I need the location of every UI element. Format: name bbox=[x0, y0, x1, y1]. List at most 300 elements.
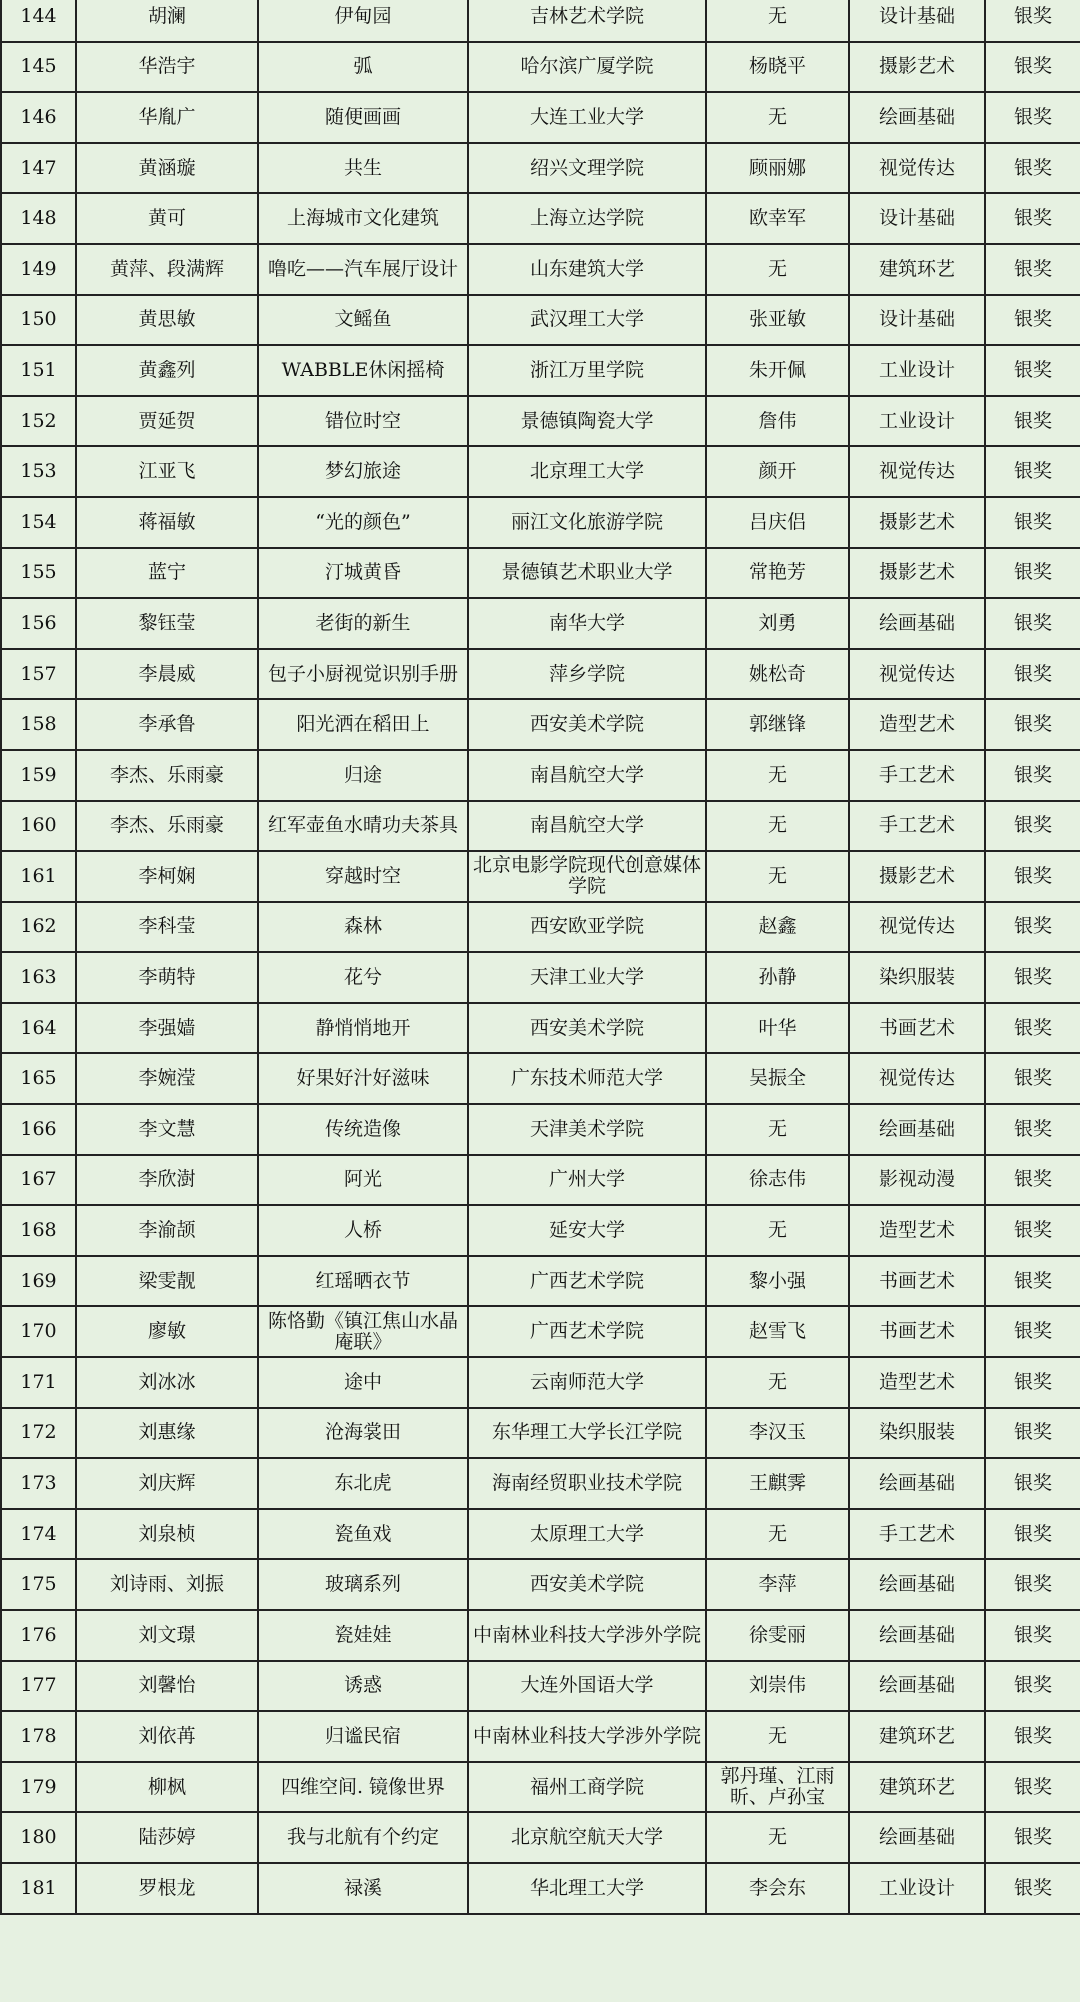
award-cell: 银奖 bbox=[985, 1610, 1080, 1661]
category-cell: 视觉传达 bbox=[849, 1053, 985, 1104]
table-row bbox=[1, 1610, 1080, 1661]
school-cell: 南昌航空大学 bbox=[468, 750, 706, 801]
work-title-cell: 瓷鱼戏 bbox=[258, 1509, 468, 1560]
table-row bbox=[1, 1812, 1080, 1863]
table-row bbox=[1, 193, 1080, 244]
advisor-cell: 无 bbox=[706, 1104, 849, 1155]
work-title-cell: 沧海裳田 bbox=[258, 1408, 468, 1459]
work-title-cell: 诱惑 bbox=[258, 1661, 468, 1712]
award-cell: 银奖 bbox=[985, 345, 1080, 396]
category-cell: 绘画基础 bbox=[849, 1661, 985, 1712]
award-cell: 银奖 bbox=[985, 1762, 1080, 1813]
advisor-cell: 无 bbox=[706, 851, 849, 902]
advisor-cell: 无 bbox=[706, 1357, 849, 1408]
table-row bbox=[1, 1711, 1080, 1762]
category-cell: 工业设计 bbox=[849, 1863, 985, 1914]
table-row bbox=[1, 295, 1080, 346]
category-cell: 绘画基础 bbox=[849, 1559, 985, 1610]
row-number-cell: 159 bbox=[1, 750, 76, 801]
author-cell: 刘馨怡 bbox=[76, 1661, 258, 1712]
category-cell: 视觉传达 bbox=[849, 446, 985, 497]
category-cell: 视觉传达 bbox=[849, 649, 985, 700]
advisor-cell: 詹伟 bbox=[706, 396, 849, 447]
category-cell: 书画艺术 bbox=[849, 1306, 985, 1357]
row-number-cell: 144 bbox=[1, 0, 76, 42]
award-cell: 银奖 bbox=[985, 1155, 1080, 1206]
advisor-cell: 徐雯丽 bbox=[706, 1610, 849, 1661]
table-body bbox=[1, 0, 1080, 1914]
author-cell: 蒋福敏 bbox=[76, 497, 258, 548]
author-cell: 刘诗雨、刘振 bbox=[76, 1559, 258, 1610]
table-row bbox=[1, 446, 1080, 497]
work-title-cell: 传统造像 bbox=[258, 1104, 468, 1155]
author-cell: 江亚飞 bbox=[76, 446, 258, 497]
table-row bbox=[1, 801, 1080, 852]
school-cell: 绍兴文理学院 bbox=[468, 143, 706, 194]
school-cell: 北京航空航天大学 bbox=[468, 1812, 706, 1863]
award-cell: 银奖 bbox=[985, 1863, 1080, 1914]
row-number-cell: 169 bbox=[1, 1256, 76, 1307]
award-cell: 银奖 bbox=[985, 699, 1080, 750]
work-title-cell: 上海城市文化建筑 bbox=[258, 193, 468, 244]
school-cell: 中南林业科技大学涉外学院 bbox=[468, 1711, 706, 1762]
school-cell: 福州工商学院 bbox=[468, 1762, 706, 1813]
author-cell: 李柯娴 bbox=[76, 851, 258, 902]
school-cell: 天津工业大学 bbox=[468, 952, 706, 1003]
category-cell: 摄影艺术 bbox=[849, 548, 985, 599]
advisor-cell: 郭丹瑾、江雨昕、卢孙宝 bbox=[706, 1762, 849, 1813]
row-number-cell: 168 bbox=[1, 1205, 76, 1256]
category-cell: 造型艺术 bbox=[849, 699, 985, 750]
row-number-cell: 161 bbox=[1, 851, 76, 902]
category-cell: 手工艺术 bbox=[849, 801, 985, 852]
work-title-cell: 瓷娃娃 bbox=[258, 1610, 468, 1661]
row-number-cell: 174 bbox=[1, 1509, 76, 1560]
work-title-cell: 归途 bbox=[258, 750, 468, 801]
row-number-cell: 170 bbox=[1, 1306, 76, 1357]
work-title-cell: 花兮 bbox=[258, 952, 468, 1003]
author-cell: 李婉滢 bbox=[76, 1053, 258, 1104]
row-number-cell: 171 bbox=[1, 1357, 76, 1408]
category-cell: 绘画基础 bbox=[849, 598, 985, 649]
row-number-cell: 179 bbox=[1, 1762, 76, 1813]
school-cell: 哈尔滨广厦学院 bbox=[468, 42, 706, 93]
work-title-cell: 我与北航有个约定 bbox=[258, 1812, 468, 1863]
author-cell: 李晨威 bbox=[76, 649, 258, 700]
school-cell: 东华理工大学长江学院 bbox=[468, 1408, 706, 1459]
row-number-cell: 177 bbox=[1, 1661, 76, 1712]
advisor-cell: 赵鑫 bbox=[706, 902, 849, 953]
work-title-cell: 穿越时空 bbox=[258, 851, 468, 902]
award-cell: 银奖 bbox=[985, 92, 1080, 143]
school-cell: 西安欧亚学院 bbox=[468, 902, 706, 953]
row-number-cell: 166 bbox=[1, 1104, 76, 1155]
row-number-cell: 158 bbox=[1, 699, 76, 750]
category-cell: 染织服装 bbox=[849, 1408, 985, 1459]
author-cell: 李强嫱 bbox=[76, 1003, 258, 1054]
award-cell: 银奖 bbox=[985, 1711, 1080, 1762]
award-cell: 银奖 bbox=[985, 1661, 1080, 1712]
author-cell: 华胤广 bbox=[76, 92, 258, 143]
advisor-cell: 颜开 bbox=[706, 446, 849, 497]
school-cell: 广东技术师范大学 bbox=[468, 1053, 706, 1104]
author-cell: 李文慧 bbox=[76, 1104, 258, 1155]
row-number-cell: 181 bbox=[1, 1863, 76, 1914]
work-title-cell: 玻璃系列 bbox=[258, 1559, 468, 1610]
advisor-cell: 无 bbox=[706, 1711, 849, 1762]
award-cell: 银奖 bbox=[985, 851, 1080, 902]
row-number-cell: 147 bbox=[1, 143, 76, 194]
category-cell: 设计基础 bbox=[849, 193, 985, 244]
advisor-cell: 无 bbox=[706, 244, 849, 295]
table-row bbox=[1, 952, 1080, 1003]
author-cell: 刘庆辉 bbox=[76, 1458, 258, 1509]
award-cell: 银奖 bbox=[985, 244, 1080, 295]
school-cell: 延安大学 bbox=[468, 1205, 706, 1256]
work-title-cell: 包子小厨视觉识别手册 bbox=[258, 649, 468, 700]
table-row bbox=[1, 649, 1080, 700]
category-cell: 工业设计 bbox=[849, 345, 985, 396]
award-cell: 银奖 bbox=[985, 1509, 1080, 1560]
work-title-cell: 文鳐鱼 bbox=[258, 295, 468, 346]
author-cell: 李渝颉 bbox=[76, 1205, 258, 1256]
work-title-cell: 森林 bbox=[258, 902, 468, 953]
school-cell: 海南经贸职业技术学院 bbox=[468, 1458, 706, 1509]
table-row bbox=[1, 497, 1080, 548]
school-cell: 天津美术学院 bbox=[468, 1104, 706, 1155]
school-cell: 云南师范大学 bbox=[468, 1357, 706, 1408]
table-row bbox=[1, 902, 1080, 953]
author-cell: 刘冰冰 bbox=[76, 1357, 258, 1408]
table-row bbox=[1, 143, 1080, 194]
advisor-cell: 无 bbox=[706, 1509, 849, 1560]
school-cell: 大连外国语大学 bbox=[468, 1661, 706, 1712]
advisor-cell: 吕庆侣 bbox=[706, 497, 849, 548]
author-cell: 华浩宇 bbox=[76, 42, 258, 93]
work-title-cell: 随便画画 bbox=[258, 92, 468, 143]
table-row bbox=[1, 851, 1080, 902]
advisor-cell: 徐志伟 bbox=[706, 1155, 849, 1206]
work-title-cell: 阳光洒在稻田上 bbox=[258, 699, 468, 750]
row-number-cell: 157 bbox=[1, 649, 76, 700]
school-cell: 广西艺术学院 bbox=[468, 1256, 706, 1307]
author-cell: 廖敏 bbox=[76, 1306, 258, 1357]
advisor-cell: 孙静 bbox=[706, 952, 849, 1003]
award-cell: 银奖 bbox=[985, 497, 1080, 548]
work-title-cell: 陈恪勤《镇江焦山水晶庵联》 bbox=[258, 1306, 468, 1357]
school-cell: 华北理工大学 bbox=[468, 1863, 706, 1914]
school-cell: 山东建筑大学 bbox=[468, 244, 706, 295]
category-cell: 视觉传达 bbox=[849, 143, 985, 194]
table-row bbox=[1, 1155, 1080, 1206]
row-number-cell: 152 bbox=[1, 396, 76, 447]
school-cell: 景德镇艺术职业大学 bbox=[468, 548, 706, 599]
school-cell: 吉林艺术学院 bbox=[468, 0, 706, 42]
author-cell: 黄涵璇 bbox=[76, 143, 258, 194]
table-row bbox=[1, 548, 1080, 599]
table-row bbox=[1, 42, 1080, 93]
advisor-cell: 张亚敏 bbox=[706, 295, 849, 346]
author-cell: 黄思敏 bbox=[76, 295, 258, 346]
row-number-cell: 149 bbox=[1, 244, 76, 295]
advisor-cell: 李汉玉 bbox=[706, 1408, 849, 1459]
table-row bbox=[1, 244, 1080, 295]
school-cell: 西安美术学院 bbox=[468, 1003, 706, 1054]
award-cell: 银奖 bbox=[985, 42, 1080, 93]
category-cell: 摄影艺术 bbox=[849, 497, 985, 548]
table-row bbox=[1, 396, 1080, 447]
table-row bbox=[1, 1357, 1080, 1408]
work-title-cell: 噜吃——汽车展厅设计 bbox=[258, 244, 468, 295]
school-cell: 广西艺术学院 bbox=[468, 1306, 706, 1357]
advisor-cell: 无 bbox=[706, 1205, 849, 1256]
table-row bbox=[1, 1661, 1080, 1712]
advisor-cell: 杨晓平 bbox=[706, 42, 849, 93]
work-title-cell: WABBLE休闲摇椅 bbox=[258, 345, 468, 396]
table-row bbox=[1, 0, 1080, 42]
award-cell: 银奖 bbox=[985, 1408, 1080, 1459]
work-title-cell: 共生 bbox=[258, 143, 468, 194]
author-cell: 罗根龙 bbox=[76, 1863, 258, 1914]
school-cell: 萍乡学院 bbox=[468, 649, 706, 700]
author-cell: 李承鲁 bbox=[76, 699, 258, 750]
author-cell: 李科莹 bbox=[76, 902, 258, 953]
author-cell: 黄可 bbox=[76, 193, 258, 244]
author-cell: 陆莎婷 bbox=[76, 1812, 258, 1863]
work-title-cell: 禄溪 bbox=[258, 1863, 468, 1914]
table-row bbox=[1, 1509, 1080, 1560]
advisor-cell: 顾丽娜 bbox=[706, 143, 849, 194]
row-number-cell: 173 bbox=[1, 1458, 76, 1509]
school-cell: 武汉理工大学 bbox=[468, 295, 706, 346]
row-number-cell: 178 bbox=[1, 1711, 76, 1762]
advisor-cell: 吴振全 bbox=[706, 1053, 849, 1104]
category-cell: 建筑环艺 bbox=[849, 1711, 985, 1762]
row-number-cell: 154 bbox=[1, 497, 76, 548]
table-row bbox=[1, 1053, 1080, 1104]
work-title-cell: 梦幻旅途 bbox=[258, 446, 468, 497]
award-cell: 银奖 bbox=[985, 750, 1080, 801]
work-title-cell: 伊甸园 bbox=[258, 0, 468, 42]
table-row bbox=[1, 1306, 1080, 1357]
advisor-cell: 赵雪飞 bbox=[706, 1306, 849, 1357]
award-cell: 银奖 bbox=[985, 548, 1080, 599]
school-cell: 大连工业大学 bbox=[468, 92, 706, 143]
row-number-cell: 162 bbox=[1, 902, 76, 953]
author-cell: 李萌特 bbox=[76, 952, 258, 1003]
table-row bbox=[1, 750, 1080, 801]
row-number-cell: 164 bbox=[1, 1003, 76, 1054]
category-cell: 绘画基础 bbox=[849, 1104, 985, 1155]
row-number-cell: 155 bbox=[1, 548, 76, 599]
category-cell: 摄影艺术 bbox=[849, 851, 985, 902]
school-cell: 丽江文化旅游学院 bbox=[468, 497, 706, 548]
author-cell: 蓝宁 bbox=[76, 548, 258, 599]
advisor-cell: 欧幸军 bbox=[706, 193, 849, 244]
award-cell: 银奖 bbox=[985, 143, 1080, 194]
category-cell: 绘画基础 bbox=[849, 1458, 985, 1509]
advisor-cell: 无 bbox=[706, 92, 849, 143]
row-number-cell: 160 bbox=[1, 801, 76, 852]
row-number-cell: 146 bbox=[1, 92, 76, 143]
award-cell: 银奖 bbox=[985, 396, 1080, 447]
table-row bbox=[1, 1205, 1080, 1256]
table-row bbox=[1, 345, 1080, 396]
category-cell: 影视动漫 bbox=[849, 1155, 985, 1206]
award-cell: 银奖 bbox=[985, 1559, 1080, 1610]
author-cell: 刘惠缘 bbox=[76, 1408, 258, 1459]
advisor-cell: 无 bbox=[706, 0, 849, 42]
work-title-cell: 阿光 bbox=[258, 1155, 468, 1206]
work-title-cell: 老街的新生 bbox=[258, 598, 468, 649]
author-cell: 李欣澍 bbox=[76, 1155, 258, 1206]
row-number-cell: 175 bbox=[1, 1559, 76, 1610]
award-cell: 银奖 bbox=[985, 1104, 1080, 1155]
author-cell: 黄鑫列 bbox=[76, 345, 258, 396]
work-title-cell: 归谧民宿 bbox=[258, 1711, 468, 1762]
award-cell: 银奖 bbox=[985, 193, 1080, 244]
table-row bbox=[1, 598, 1080, 649]
category-cell: 建筑环艺 bbox=[849, 1762, 985, 1813]
table-row bbox=[1, 1559, 1080, 1610]
row-number-cell: 150 bbox=[1, 295, 76, 346]
author-cell: 刘泉桢 bbox=[76, 1509, 258, 1560]
work-title-cell: 东北虎 bbox=[258, 1458, 468, 1509]
advisor-cell: 常艳芳 bbox=[706, 548, 849, 599]
advisor-cell: 黎小强 bbox=[706, 1256, 849, 1307]
work-title-cell: “光的颜色” bbox=[258, 497, 468, 548]
school-cell: 南昌航空大学 bbox=[468, 801, 706, 852]
table-row bbox=[1, 1762, 1080, 1813]
author-cell: 黄萍、段满辉 bbox=[76, 244, 258, 295]
advisor-cell: 郭继锋 bbox=[706, 699, 849, 750]
author-cell: 柳枫 bbox=[76, 1762, 258, 1813]
row-number-cell: 165 bbox=[1, 1053, 76, 1104]
advisor-cell: 李会东 bbox=[706, 1863, 849, 1914]
category-cell: 建筑环艺 bbox=[849, 244, 985, 295]
school-cell: 南华大学 bbox=[468, 598, 706, 649]
award-cell: 银奖 bbox=[985, 446, 1080, 497]
table-row bbox=[1, 1104, 1080, 1155]
category-cell: 设计基础 bbox=[849, 295, 985, 346]
advisor-cell: 叶华 bbox=[706, 1003, 849, 1054]
row-number-cell: 176 bbox=[1, 1610, 76, 1661]
advisor-cell: 无 bbox=[706, 801, 849, 852]
award-cell: 银奖 bbox=[985, 295, 1080, 346]
table-row bbox=[1, 1408, 1080, 1459]
row-number-cell: 153 bbox=[1, 446, 76, 497]
row-number-cell: 180 bbox=[1, 1812, 76, 1863]
author-cell: 刘依苒 bbox=[76, 1711, 258, 1762]
category-cell: 书画艺术 bbox=[849, 1256, 985, 1307]
category-cell: 设计基础 bbox=[849, 0, 985, 42]
award-cell: 银奖 bbox=[985, 1053, 1080, 1104]
work-title-cell: 人桥 bbox=[258, 1205, 468, 1256]
school-cell: 景德镇陶瓷大学 bbox=[468, 396, 706, 447]
category-cell: 绘画基础 bbox=[849, 92, 985, 143]
category-cell: 染织服装 bbox=[849, 952, 985, 1003]
author-cell: 刘文璟 bbox=[76, 1610, 258, 1661]
row-number-cell: 156 bbox=[1, 598, 76, 649]
category-cell: 摄影艺术 bbox=[849, 42, 985, 93]
author-cell: 李杰、乐雨豪 bbox=[76, 750, 258, 801]
advisor-cell: 刘崇伟 bbox=[706, 1661, 849, 1712]
author-cell: 黎钰莹 bbox=[76, 598, 258, 649]
category-cell: 绘画基础 bbox=[849, 1610, 985, 1661]
work-title-cell: 好果好汁好滋味 bbox=[258, 1053, 468, 1104]
advisor-cell: 刘勇 bbox=[706, 598, 849, 649]
row-number-cell: 167 bbox=[1, 1155, 76, 1206]
table-row bbox=[1, 92, 1080, 143]
work-title-cell: 红军壶鱼水晴功夫茶具 bbox=[258, 801, 468, 852]
award-cell: 银奖 bbox=[985, 801, 1080, 852]
work-title-cell: 静悄悄地开 bbox=[258, 1003, 468, 1054]
work-title-cell: 红瑶晒衣节 bbox=[258, 1256, 468, 1307]
category-cell: 造型艺术 bbox=[849, 1357, 985, 1408]
table-row bbox=[1, 699, 1080, 750]
row-number-cell: 151 bbox=[1, 345, 76, 396]
advisor-cell: 姚松奇 bbox=[706, 649, 849, 700]
author-cell: 贾延贺 bbox=[76, 396, 258, 447]
school-cell: 广州大学 bbox=[468, 1155, 706, 1206]
award-cell: 银奖 bbox=[985, 1003, 1080, 1054]
work-title-cell: 四维空间. 镜像世界 bbox=[258, 1762, 468, 1813]
work-title-cell: 错位时空 bbox=[258, 396, 468, 447]
table-row bbox=[1, 1863, 1080, 1914]
award-cell: 银奖 bbox=[985, 598, 1080, 649]
category-cell: 工业设计 bbox=[849, 396, 985, 447]
award-cell: 银奖 bbox=[985, 0, 1080, 42]
advisor-cell: 王麒霁 bbox=[706, 1458, 849, 1509]
category-cell: 书画艺术 bbox=[849, 1003, 985, 1054]
work-title-cell: 弧 bbox=[258, 42, 468, 93]
row-number-cell: 145 bbox=[1, 42, 76, 93]
row-number-cell: 163 bbox=[1, 952, 76, 1003]
award-cell: 银奖 bbox=[985, 902, 1080, 953]
table-row bbox=[1, 1458, 1080, 1509]
category-cell: 视觉传达 bbox=[849, 902, 985, 953]
author-cell: 梁雯靓 bbox=[76, 1256, 258, 1307]
author-cell: 李杰、乐雨豪 bbox=[76, 801, 258, 852]
award-cell: 银奖 bbox=[985, 1256, 1080, 1307]
work-title-cell: 途中 bbox=[258, 1357, 468, 1408]
school-cell: 西安美术学院 bbox=[468, 1559, 706, 1610]
advisor-cell: 朱开佩 bbox=[706, 345, 849, 396]
school-cell: 中南林业科技大学涉外学院 bbox=[468, 1610, 706, 1661]
school-cell: 北京理工大学 bbox=[468, 446, 706, 497]
award-cell: 银奖 bbox=[985, 1306, 1080, 1357]
category-cell: 手工艺术 bbox=[849, 1509, 985, 1560]
advisor-cell: 无 bbox=[706, 750, 849, 801]
school-cell: 西安美术学院 bbox=[468, 699, 706, 750]
row-number-cell: 148 bbox=[1, 193, 76, 244]
category-cell: 手工艺术 bbox=[849, 750, 985, 801]
school-cell: 北京电影学院现代创意媒体学院 bbox=[468, 851, 706, 902]
school-cell: 浙江万里学院 bbox=[468, 345, 706, 396]
advisor-cell: 无 bbox=[706, 1812, 849, 1863]
school-cell: 上海立达学院 bbox=[468, 193, 706, 244]
award-cell: 银奖 bbox=[985, 1205, 1080, 1256]
award-cell: 银奖 bbox=[985, 1812, 1080, 1863]
author-cell: 胡澜 bbox=[76, 0, 258, 42]
table-row bbox=[1, 1003, 1080, 1054]
school-cell: 太原理工大学 bbox=[468, 1509, 706, 1560]
row-number-cell: 172 bbox=[1, 1408, 76, 1459]
award-cell: 银奖 bbox=[985, 1357, 1080, 1408]
award-cell: 银奖 bbox=[985, 1458, 1080, 1509]
table-row bbox=[1, 1256, 1080, 1307]
award-cell: 银奖 bbox=[985, 649, 1080, 700]
